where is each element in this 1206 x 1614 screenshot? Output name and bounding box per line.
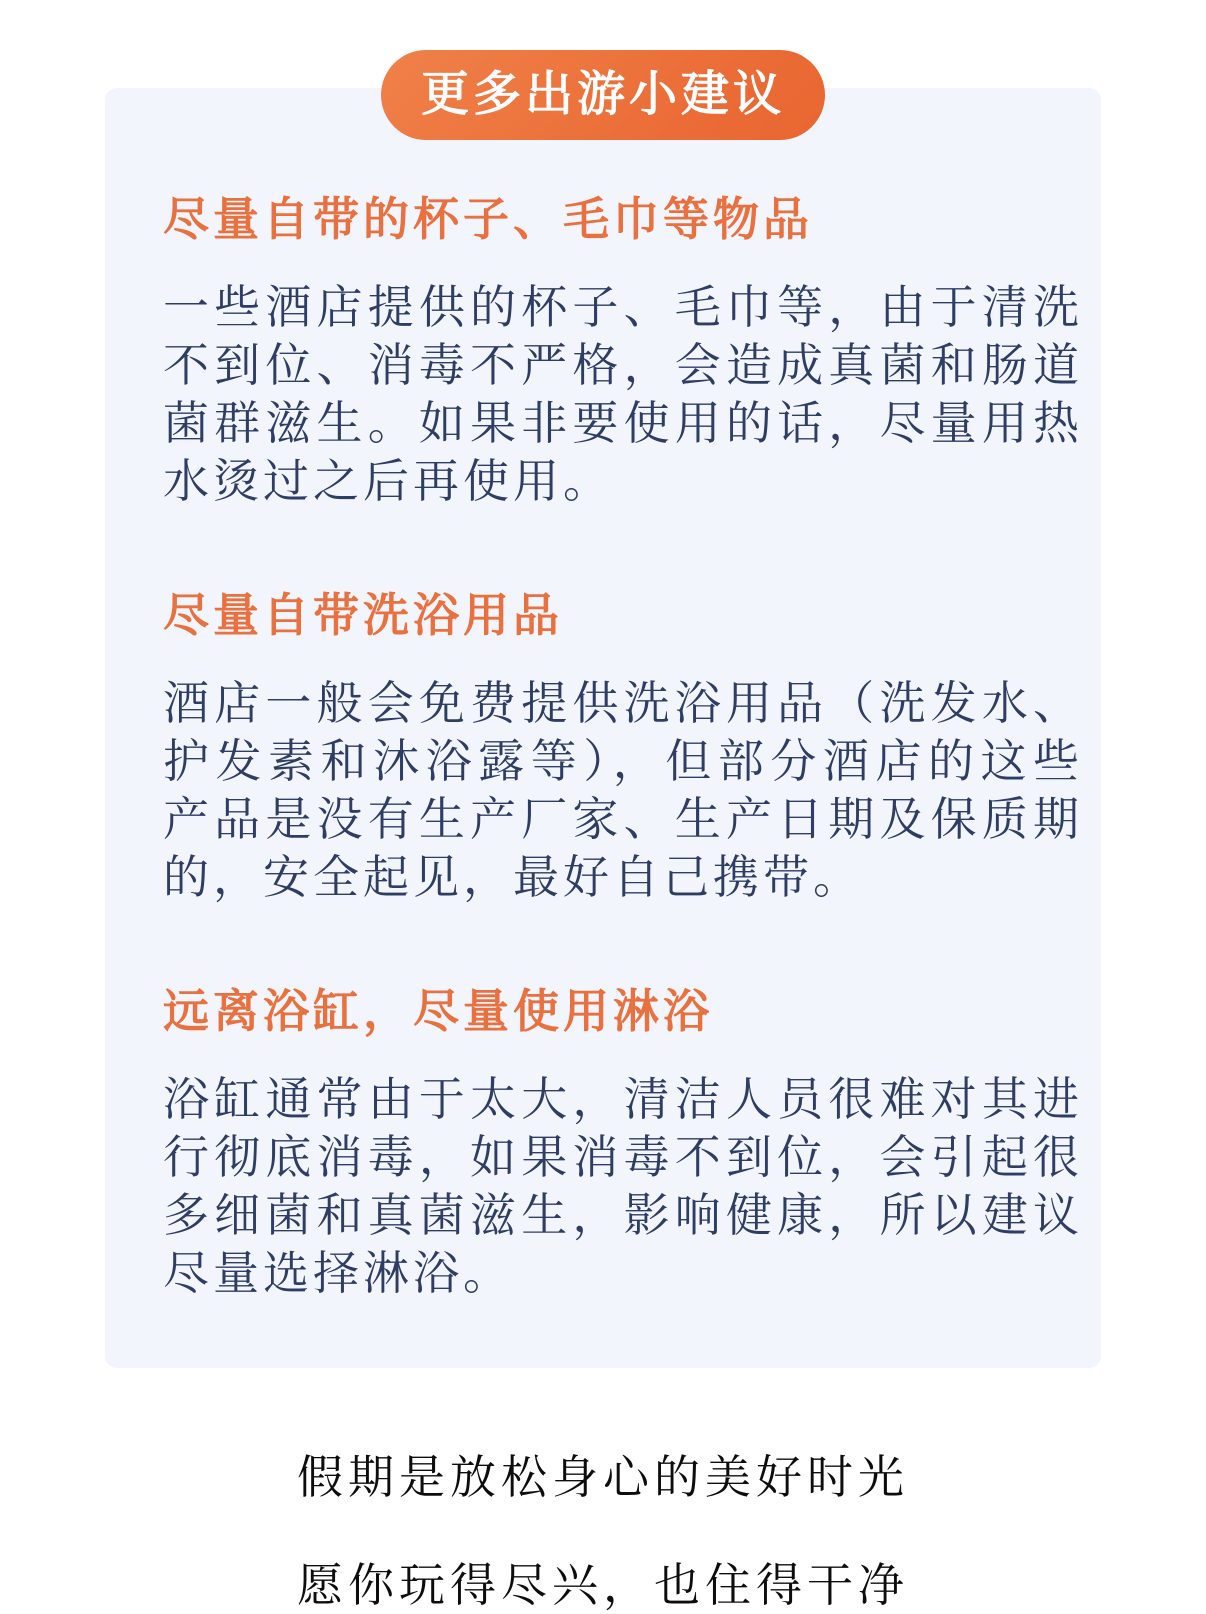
closing-wish-line-2: 愿你玩得尽兴，也住得干净	[297, 1559, 909, 1611]
tip-section-bring-own-cups	[163, 190, 1083, 510]
tip-heading: 远离浴缸，尽量使用淋浴	[163, 985, 713, 1037]
closing-wish-line-1: 假期是放松身心的美好时光	[297, 1451, 909, 1503]
tip-section-avoid-bathtub	[163, 982, 1083, 1302]
section-title-badge: 更多出游小建议	[381, 50, 825, 140]
tip-section-bring-toiletries	[163, 586, 1083, 906]
tip-body: 浴缸通常由于太大，清洁人员很难对其进行彻底消毒，如果消毒不到位，会引起很多细菌和真菌滋生，影响健康，所以建议尽量选择淋浴。	[163, 1073, 1083, 1299]
tip-body: 一些酒店提供的杯子、毛巾等，由于清洗不到位、消毒不严格，会造成真菌和肠道菌群滋生。如果非要使用的话，尽量用热水烫过之后再使用。	[163, 281, 1083, 507]
closing-wish	[0, 1448, 1206, 1614]
tip-heading: 尽量自带洗浴用品	[163, 589, 563, 641]
tip-body: 酒店一般会免费提供洗浴用品（洗发水、护发素和沐浴露等），但部分酒店的这些产品是没有生产厂家、生产日期及保质期的，安全起见，最好自己携带。	[163, 677, 1083, 903]
tips-card	[105, 88, 1101, 1368]
tip-heading: 尽量自带的杯子、毛巾等物品	[163, 193, 813, 245]
